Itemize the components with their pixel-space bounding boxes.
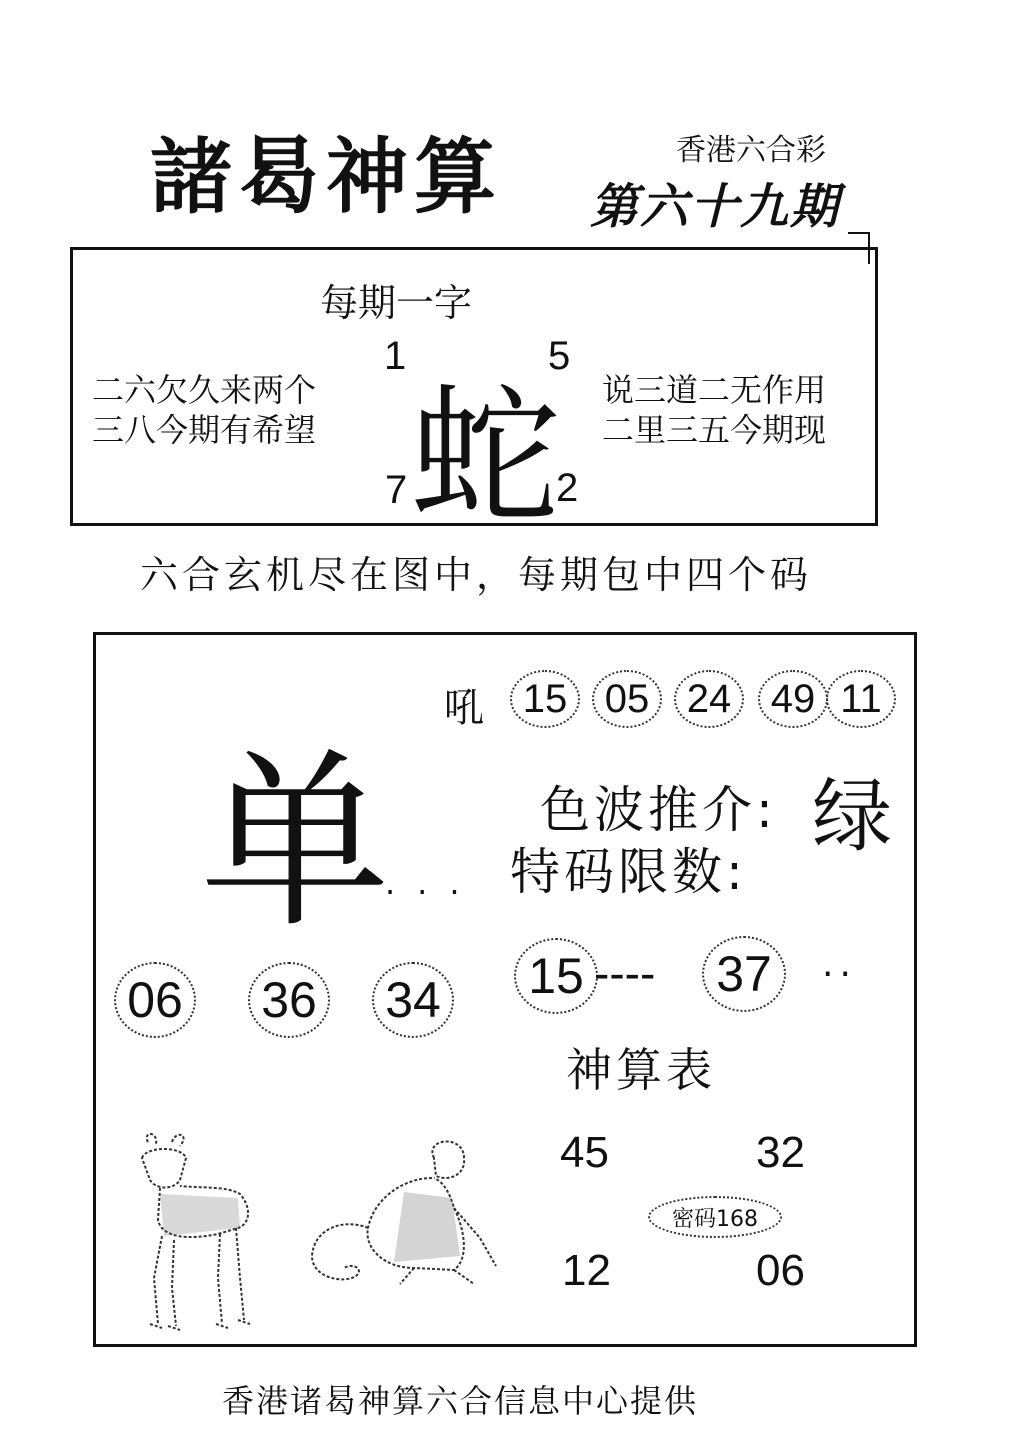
corner-number-bottom-right: 2	[556, 466, 579, 510]
page-title: 諸曷神算	[150, 130, 503, 225]
right-poem-line: 说三道二无作用	[602, 371, 827, 409]
corner-number-bottom-left: 7	[385, 468, 408, 512]
roar-label: 吼	[444, 685, 484, 731]
dots-right: ..	[822, 944, 857, 985]
table-number: 12	[562, 1246, 611, 1295]
range-start-ball: 15	[514, 938, 598, 1014]
number-ball: 06	[114, 962, 196, 1038]
table-number: 45	[560, 1128, 609, 1177]
table-number: 06	[756, 1246, 805, 1295]
dots-left: ...	[385, 864, 482, 902]
color-wave-value: 绿	[812, 770, 892, 863]
publisher-label: 香港六合彩	[676, 133, 826, 168]
right-poem-line: 二里三五今期现	[602, 411, 827, 449]
riddle-character: 蛇	[410, 371, 561, 545]
special-limit-label: 特码限数:	[510, 843, 747, 901]
range-dashes: ----	[594, 947, 656, 999]
left-poem-line: 三八今期有希望	[92, 411, 317, 449]
table-title: 神算表	[566, 1043, 716, 1097]
footer-credit: 香港诸曷神算六合信息中心提供	[222, 1382, 699, 1420]
odd-even-character: 单	[200, 732, 391, 953]
corner-number-top-left: 1	[384, 334, 407, 378]
corner-number-top-right: 5	[548, 334, 571, 378]
slogan: 六合玄机尽在图中，每期包中四个码	[140, 553, 813, 597]
riddle-heading: 每期一字	[320, 281, 473, 325]
color-wave-label: 色波推介:	[540, 781, 777, 839]
monkey-icon	[304, 1138, 504, 1288]
right-poem	[602, 370, 826, 450]
issue-number: 第六十九期	[590, 179, 841, 235]
roar-number-ball: 11	[826, 670, 896, 728]
password-badge: 密码168	[648, 1196, 782, 1238]
roar-number-ball: 24	[674, 670, 744, 728]
left-poem-line: 二六欠久来两个	[92, 371, 317, 409]
table-number: 32	[756, 1128, 805, 1177]
range-end-ball: 37	[702, 936, 786, 1012]
roar-number-ball: 49	[758, 670, 828, 728]
left-poem	[92, 370, 316, 450]
goat-icon	[128, 1128, 256, 1338]
number-ball: 34	[372, 962, 454, 1038]
roar-number-ball: 05	[592, 670, 662, 728]
number-ball: 36	[248, 962, 330, 1038]
roar-number-ball: 15	[510, 670, 580, 728]
